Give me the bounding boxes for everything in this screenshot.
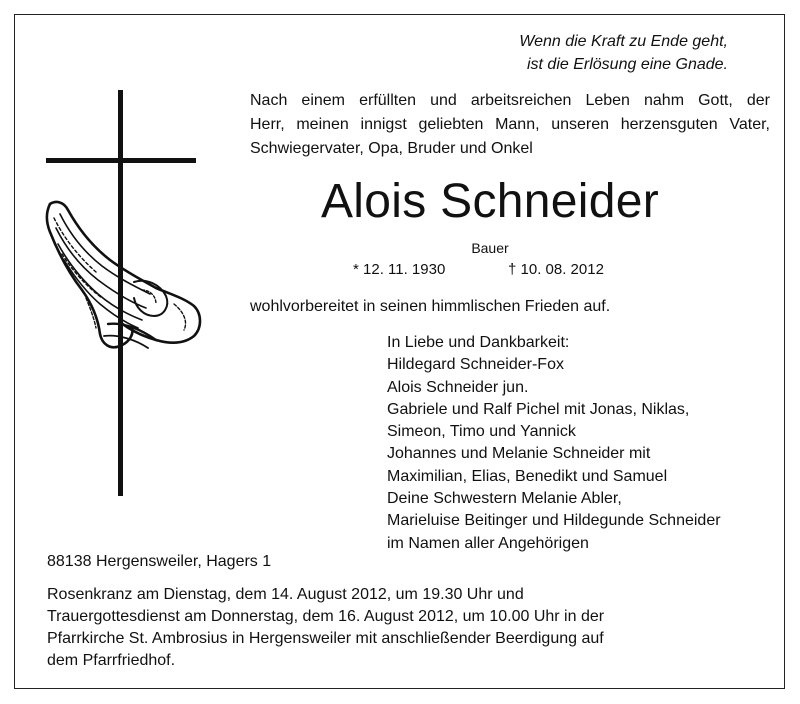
- motto-line: ist die Erlösung eine Gnade.: [526, 56, 728, 73]
- intro-line: Nach einem erfüllten und arbeitsreichen Leben nahm Gott, der: [250, 92, 770, 109]
- mourner-line: Gabriele und Ralf Pichel mit Jonas, Niklas,: [387, 400, 690, 418]
- service-info: [47, 584, 604, 672]
- mourner-line: Johannes und Melanie Schneider mit: [387, 445, 651, 463]
- service-line: Pfarrkirche St. Ambrosius in Hergensweiler mit anschließender Beerdigung auf: [47, 630, 604, 647]
- mourners-list: [387, 332, 721, 555]
- intro-text: [250, 89, 770, 161]
- mourner-line: Marieluise Beitinger und Hildegunde Schneider: [387, 512, 721, 530]
- mourner-line: Deine Schwestern Melanie Abler,: [387, 490, 622, 508]
- intro-line: Herr, meinen innigst geliebten Mann, unseren herzensguten Vater,: [250, 116, 770, 133]
- death-date: † 10. 08. 2012: [508, 261, 604, 278]
- mourner-line: In Liebe und Dankbarkeit:: [387, 334, 570, 351]
- mourner-line: Hildegard Schneider-Fox: [387, 356, 564, 374]
- address: 88138 Hergensweiler, Hagers 1: [47, 553, 272, 570]
- deceased-profession: Bauer: [471, 240, 509, 256]
- birth-date: * 12. 11. 1930: [353, 261, 446, 278]
- praying-hands-icon: [38, 194, 208, 356]
- cross-bar: [46, 158, 196, 163]
- mourner-line: Simeon, Timo und Yannick: [387, 423, 576, 441]
- mourner-line: Maximilian, Elias, Benedikt und Samuel: [387, 467, 668, 485]
- service-line: Rosenkranz am Dienstag, dem 14. August 2012, um 19.30 Uhr und: [47, 586, 524, 603]
- mourner-line: im Namen aller Angehörigen: [387, 534, 589, 552]
- service-line: Trauergottesdienst am Donnerstag, dem 16. August 2012, um 10.00 Uhr in der: [47, 608, 605, 625]
- deceased-name: Alois Schneider: [320, 175, 659, 228]
- motto: [519, 30, 728, 76]
- motto-line: Wenn die Kraft zu Ende geht,: [519, 33, 728, 50]
- intro-line: Schwiegervater, Opa, Bruder und Onkel: [250, 140, 533, 157]
- peace-line: wohlvorbereitet in seinen himmlischen Frieden auf.: [250, 298, 611, 315]
- mourner-line: Alois Schneider jun.: [387, 378, 529, 396]
- service-line: dem Pfarrfriedhof.: [47, 652, 176, 669]
